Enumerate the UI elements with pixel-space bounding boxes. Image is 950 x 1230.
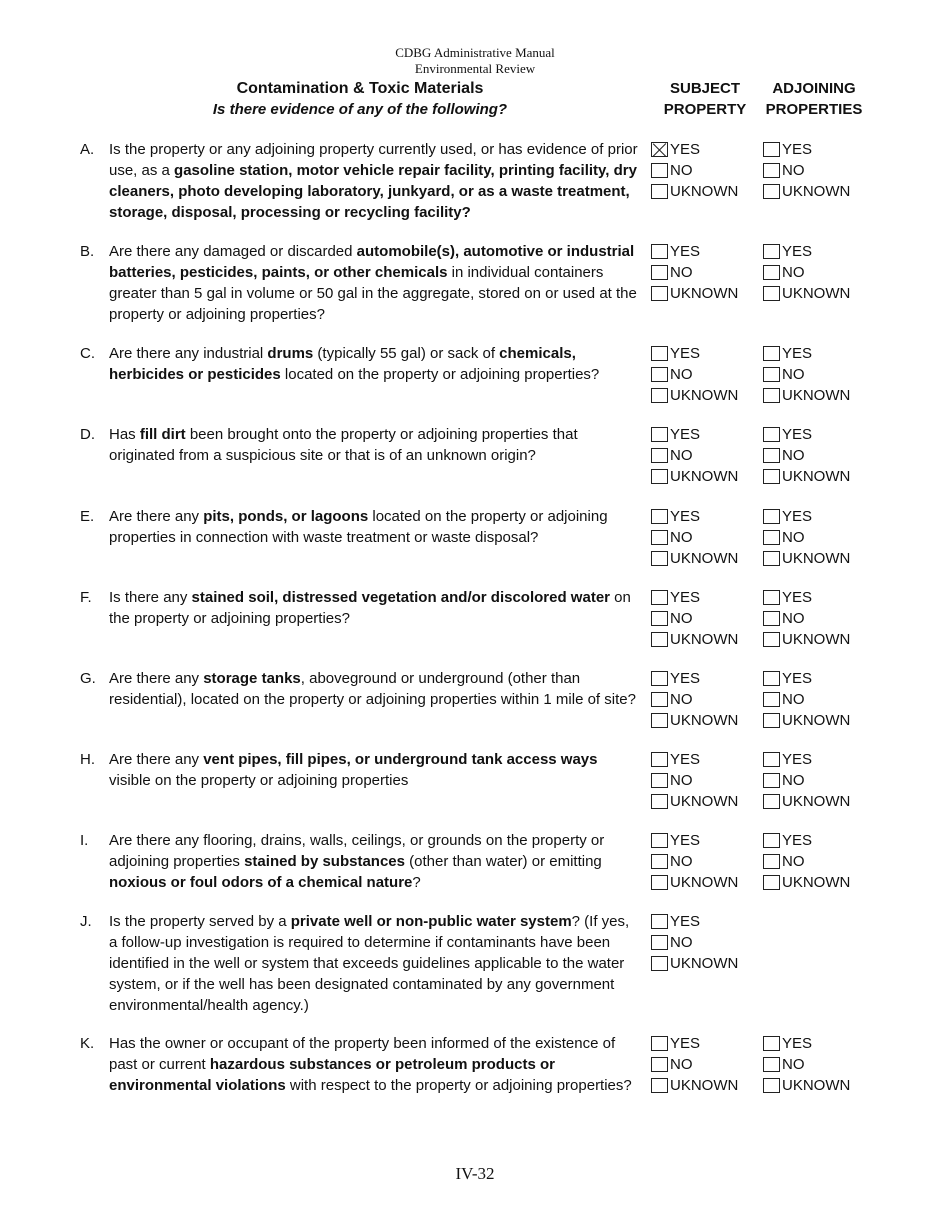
checkbox-label: UKNOWN — [782, 550, 851, 567]
question-text-bold: fill dirt — [139, 426, 186, 443]
checkbox-label: NO — [670, 610, 693, 627]
checkbox-label: YES — [782, 751, 813, 768]
adjoining-yes-checkbox[interactable] — [763, 244, 780, 259]
subject-option-unknown — [651, 385, 738, 406]
adjoining-option-yes — [763, 241, 850, 262]
checkbox-label: YES — [670, 913, 701, 930]
subject-option-yes — [651, 587, 738, 608]
adjoining-answer-group — [763, 830, 850, 893]
checkbox-label: NO — [670, 691, 693, 708]
adjoining-answer-group — [763, 139, 850, 202]
adjoining-option-unknown — [763, 385, 850, 406]
question-text — [109, 911, 639, 1016]
subject-unknown-checkbox[interactable] — [651, 632, 668, 647]
subject-yes-checkbox[interactable] — [651, 142, 668, 157]
question-text-segment: with respect to the property or adjoining properties? — [285, 1077, 632, 1094]
subject-option-yes — [651, 749, 738, 770]
question-text — [109, 1033, 639, 1096]
adjoining-header-line1: ADJOINING — [772, 80, 856, 97]
subject-option-yes — [651, 343, 738, 364]
adjoining-option-no — [763, 608, 850, 629]
adjoining-option-yes — [763, 506, 850, 527]
subject-option-no — [651, 932, 738, 953]
adjoining-no-checkbox[interactable] — [763, 692, 780, 707]
question-text-segment: ? — [412, 874, 421, 891]
subject-answer-group — [651, 139, 738, 202]
question-letter: A. — [80, 141, 95, 158]
subject-unknown-checkbox[interactable] — [651, 388, 668, 403]
subject-option-no — [651, 1054, 738, 1075]
adjoining-option-unknown — [763, 548, 850, 569]
checkbox-label: YES — [782, 1035, 813, 1052]
adjoining-option-no — [763, 1054, 850, 1075]
adjoining-answer-group — [763, 668, 850, 731]
adjoining-unknown-checkbox[interactable] — [763, 632, 780, 647]
subject-option-unknown — [651, 1075, 738, 1096]
adjoining-no-checkbox[interactable] — [763, 611, 780, 626]
adjoining-answer-group — [763, 424, 850, 487]
subject-answer-group — [651, 668, 738, 731]
subject-option-no — [651, 689, 738, 710]
subject-answer-group — [651, 343, 738, 406]
adjoining-option-yes — [763, 343, 850, 364]
subject-yes-checkbox[interactable] — [651, 346, 668, 361]
adjoining-option-yes — [763, 668, 850, 689]
question-text — [109, 749, 639, 791]
subject-option-no — [651, 262, 738, 283]
question-letter: F. — [80, 589, 92, 606]
subject-option-unknown — [651, 710, 738, 731]
adjoining-yes-checkbox[interactable] — [763, 590, 780, 605]
question-text-segment: on the property or adjoining properties? — [109, 589, 631, 627]
subject-answer-group — [651, 749, 738, 812]
checkbox-label: UKNOWN — [782, 387, 851, 404]
adjoining-answer-group — [763, 343, 850, 406]
checkbox-label: YES — [782, 141, 813, 158]
question-text — [109, 587, 639, 629]
question-text-segment: visible on the property or adjoining properties — [109, 772, 409, 789]
checkbox-label: UKNOWN — [782, 793, 851, 810]
question-text-segment: Is there any — [109, 589, 192, 606]
adjoining-option-unknown — [763, 710, 850, 731]
checkbox-label: YES — [670, 832, 701, 849]
checkbox-label: NO — [670, 1056, 693, 1073]
adjoining-yes-checkbox[interactable] — [763, 346, 780, 361]
subject-unknown-checkbox[interactable] — [651, 794, 668, 809]
subject-answer-group — [651, 1033, 738, 1096]
checkbox-label: NO — [782, 772, 805, 789]
question-letter: D. — [80, 426, 95, 443]
adjoining-answer-group — [763, 506, 850, 569]
checkbox-label: UKNOWN — [670, 631, 739, 648]
checkbox-label: NO — [670, 366, 693, 383]
page-number: IV-32 — [455, 1164, 495, 1183]
checkbox-label: NO — [670, 853, 693, 870]
checkbox-label: UKNOWN — [782, 631, 851, 648]
checkbox-label: UKNOWN — [670, 285, 739, 302]
subject-option-unknown — [651, 629, 738, 650]
adjoining-option-no — [763, 364, 850, 385]
subject-unknown-checkbox[interactable] — [651, 469, 668, 484]
form-title-block — [110, 78, 610, 120]
question-text-segment: (other than water) or emitting — [405, 853, 602, 870]
question-letter: C. — [80, 345, 95, 362]
question-text-segment: Is the property served by a — [109, 913, 291, 930]
subject-no-checkbox[interactable] — [651, 448, 668, 463]
adjoining-option-no — [763, 770, 850, 791]
checkbox-label: UKNOWN — [670, 387, 739, 404]
subject-answer-group — [651, 424, 738, 487]
subject-no-checkbox[interactable] — [651, 530, 668, 545]
subject-unknown-checkbox[interactable] — [651, 551, 668, 566]
subject-header-line2: PROPERTY — [663, 101, 747, 118]
question-text-segment: located on the property or adjoining properties in connection with waste treatment or waste disposal? — [109, 508, 608, 546]
subject-option-no — [651, 527, 738, 548]
adjoining-yes-checkbox[interactable] — [763, 427, 780, 442]
question-text-segment: (typically 55 gal) or sack of — [313, 345, 500, 362]
checkbox-label: UKNOWN — [782, 285, 851, 302]
subject-option-unknown — [651, 466, 738, 487]
checkbox-label: NO — [670, 447, 693, 464]
subject-no-checkbox[interactable] — [651, 935, 668, 950]
subject-yes-checkbox[interactable] — [651, 671, 668, 686]
question-text-segment: Has the owner or occupant of the property been informed of the existence of past or current — [109, 1035, 616, 1073]
checkbox-label: NO — [782, 264, 805, 281]
adjoining-option-no — [763, 527, 850, 548]
adjoining-unknown-checkbox[interactable] — [763, 551, 780, 566]
checkbox-label: YES — [782, 508, 813, 525]
adjoining-unknown-checkbox[interactable] — [763, 1078, 780, 1093]
subject-option-yes — [651, 668, 738, 689]
subject-yes-checkbox[interactable] — [651, 244, 668, 259]
adjoining-option-no — [763, 262, 850, 283]
question-text-bold: chemicals, herbicides or pesticides — [109, 345, 576, 383]
subject-option-yes — [651, 241, 738, 262]
question-text — [109, 668, 639, 710]
section-title: Environmental Review — [414, 61, 536, 76]
checkbox-label: NO — [782, 1056, 805, 1073]
question-text-bold: vent pipes, fill pipes, or underground tank access ways — [203, 751, 598, 768]
adjoining-header-line2: PROPERTIES — [765, 101, 863, 118]
adjoining-yes-checkbox[interactable] — [763, 671, 780, 686]
checkbox-label: NO — [670, 529, 693, 546]
subject-option-no — [651, 160, 738, 181]
adjoining-option-yes — [763, 830, 850, 851]
question-text-segment: Are there any industrial — [109, 345, 268, 362]
adjoining-option-no — [763, 160, 850, 181]
subject-yes-checkbox[interactable] — [651, 833, 668, 848]
subject-option-no — [651, 364, 738, 385]
adjoining-yes-checkbox[interactable] — [763, 833, 780, 848]
subject-unknown-checkbox[interactable] — [651, 1078, 668, 1093]
subject-no-checkbox[interactable] — [651, 163, 668, 178]
question-text-segment: in individual containers greater than 5 gal in volume or 50 gal in the aggregate, stored on or used at the property or adjoining properties? — [109, 264, 637, 323]
adjoining-option-yes — [763, 749, 850, 770]
question-text — [109, 830, 639, 893]
question-text-segment: , aboveground or underground (other than residential), located on the property or adjoining properties within 1 mile of site? — [109, 670, 636, 708]
subject-answer-group — [651, 506, 738, 569]
question-text-bold: stained by substances — [244, 853, 405, 870]
checkbox-label: UKNOWN — [670, 183, 739, 200]
subject-option-unknown — [651, 872, 738, 893]
adjoining-yes-checkbox[interactable] — [763, 1036, 780, 1051]
adjoining-option-unknown — [763, 1075, 850, 1096]
checkbox-label: YES — [782, 426, 813, 443]
adjoining-option-yes — [763, 587, 850, 608]
subject-option-unknown — [651, 181, 738, 202]
subject-option-yes — [651, 1033, 738, 1054]
subject-answer-group — [651, 911, 738, 974]
form-title: Contamination & Toxic Materials — [236, 80, 484, 97]
subject-no-checkbox[interactable] — [651, 265, 668, 280]
adjoining-option-yes — [763, 424, 850, 445]
question-text-segment: located on the property or adjoining properties? — [280, 366, 600, 383]
adjoining-unknown-checkbox[interactable] — [763, 875, 780, 890]
subject-no-checkbox[interactable] — [651, 367, 668, 382]
subject-option-no — [651, 851, 738, 872]
question-letter: H. — [80, 751, 95, 768]
checkbox-label: UKNOWN — [670, 1077, 739, 1094]
form-subtitle: Is there evidence of any of the following? — [212, 101, 508, 118]
checkbox-label: UKNOWN — [782, 712, 851, 729]
subject-property-header — [655, 78, 755, 120]
checkbox-label: UKNOWN — [670, 793, 739, 810]
adjoining-option-no — [763, 445, 850, 466]
checkbox-label: UKNOWN — [782, 1077, 851, 1094]
question-letter: K. — [80, 1035, 95, 1052]
question-text-bold: hazardous substances or petroleum products or environmental violations — [109, 1056, 555, 1094]
subject-option-unknown — [651, 283, 738, 304]
adjoining-option-unknown — [763, 466, 850, 487]
subject-no-checkbox[interactable] — [651, 692, 668, 707]
question-text-segment: Is the property or any adjoining property currently used, or has evidence of prior use, as a — [109, 141, 638, 179]
checkbox-label: NO — [782, 447, 805, 464]
checkbox-label: YES — [670, 508, 701, 525]
subject-option-yes — [651, 506, 738, 527]
adjoining-answer-group — [763, 587, 850, 650]
question-text — [109, 343, 639, 385]
checkbox-label: YES — [670, 589, 701, 606]
adjoining-no-checkbox[interactable] — [763, 773, 780, 788]
checkbox-label: YES — [782, 670, 813, 687]
subject-yes-checkbox[interactable] — [651, 914, 668, 929]
subject-option-yes — [651, 424, 738, 445]
subject-no-checkbox[interactable] — [651, 773, 668, 788]
question-text-bold: private well or non-public water system — [290, 913, 572, 930]
manual-title: CDBG Administrative Manual — [395, 45, 555, 60]
subject-option-no — [651, 608, 738, 629]
checkbox-label: UKNOWN — [670, 712, 739, 729]
subject-answer-group — [651, 587, 738, 650]
subject-answer-group — [651, 830, 738, 893]
adjoining-unknown-checkbox[interactable] — [763, 469, 780, 484]
question-text-bold: storage tanks — [203, 670, 301, 687]
question-text-segment: Are there any damaged or discarded — [109, 243, 357, 260]
question-text-segment: Are there any — [109, 670, 204, 687]
checkbox-label: UKNOWN — [782, 183, 851, 200]
adjoining-no-checkbox[interactable] — [763, 163, 780, 178]
adjoining-unknown-checkbox[interactable] — [763, 286, 780, 301]
question-letter: I. — [80, 832, 89, 849]
adjoining-no-checkbox[interactable] — [763, 448, 780, 463]
checkbox-label: NO — [782, 162, 805, 179]
adjoining-no-checkbox[interactable] — [763, 854, 780, 869]
adjoining-option-no — [763, 851, 850, 872]
checkbox-label: YES — [670, 751, 701, 768]
adjoining-yes-checkbox[interactable] — [763, 142, 780, 157]
question-text-segment: Has — [109, 426, 140, 443]
subject-yes-checkbox[interactable] — [651, 1036, 668, 1051]
checkbox-label: YES — [670, 243, 701, 260]
checkbox-label: YES — [782, 589, 813, 606]
checkbox-label: UKNOWN — [670, 874, 739, 891]
question-text-segment: been brought onto the property or adjoining properties that originated from a suspicious site or that is of an unknown origin? — [109, 426, 578, 464]
adjoining-unknown-checkbox[interactable] — [763, 388, 780, 403]
question-text-segment: Are there any flooring, drains, walls, ceilings, or grounds on the property or adjoining properties — [109, 832, 605, 870]
question-text — [109, 139, 639, 223]
question-text-bold: drums — [267, 345, 314, 362]
checkbox-label: NO — [782, 853, 805, 870]
adjoining-unknown-checkbox[interactable] — [763, 184, 780, 199]
question-letter: E. — [80, 508, 95, 525]
checkbox-label: NO — [670, 162, 693, 179]
subject-option-no — [651, 770, 738, 791]
adjoining-answer-group — [763, 1033, 850, 1096]
question-letter: G. — [80, 670, 96, 687]
subject-no-checkbox[interactable] — [651, 611, 668, 626]
subject-unknown-checkbox[interactable] — [651, 956, 668, 971]
question-letter: J. — [80, 913, 92, 930]
subject-option-yes — [651, 139, 738, 160]
adjoining-no-checkbox[interactable] — [763, 1057, 780, 1072]
checkbox-label: YES — [670, 670, 701, 687]
subject-unknown-checkbox[interactable] — [651, 184, 668, 199]
question-text — [109, 506, 639, 548]
subject-yes-checkbox[interactable] — [651, 590, 668, 605]
subject-answer-group — [651, 241, 738, 304]
adjoining-option-unknown — [763, 181, 850, 202]
checkbox-label: NO — [782, 529, 805, 546]
subject-option-unknown — [651, 548, 738, 569]
checkbox-label: NO — [670, 934, 693, 951]
checkbox-label: YES — [670, 141, 701, 158]
adjoining-option-no — [763, 689, 850, 710]
subject-option-unknown — [651, 953, 738, 974]
adjoining-unknown-checkbox[interactable] — [763, 713, 780, 728]
adjoining-option-unknown — [763, 283, 850, 304]
adjoining-properties-header — [759, 78, 869, 120]
checkbox-label: NO — [670, 264, 693, 281]
checkbox-label: YES — [782, 243, 813, 260]
subject-yes-checkbox[interactable] — [651, 752, 668, 767]
checkbox-label: UKNOWN — [670, 468, 739, 485]
adjoining-yes-checkbox[interactable] — [763, 752, 780, 767]
subject-unknown-checkbox[interactable] — [651, 875, 668, 890]
adjoining-unknown-checkbox[interactable] — [763, 794, 780, 809]
checkbox-label: NO — [782, 691, 805, 708]
question-text-bold: stained soil, distressed vegetation and/or discolored water — [191, 589, 610, 606]
subject-yes-checkbox[interactable] — [651, 509, 668, 524]
question-text-segment: Are there any — [109, 508, 204, 525]
adjoining-answer-group — [763, 241, 850, 304]
checkbox-label: UKNOWN — [670, 955, 739, 972]
adjoining-answer-group — [763, 749, 850, 812]
subject-unknown-checkbox[interactable] — [651, 286, 668, 301]
adjoining-no-checkbox[interactable] — [763, 367, 780, 382]
question-text-segment: ? (If yes, a follow-up investigation is required to determine if contaminants have been identified in the well or system that exceeds guidelines applicable to the water system, or if the well has been designated contaminated by any government environmental/health agency.) — [109, 913, 630, 1014]
question-text — [109, 424, 639, 466]
checkbox-label: YES — [670, 1035, 701, 1052]
checkbox-label: YES — [782, 832, 813, 849]
checkbox-label: YES — [670, 345, 701, 362]
adjoining-yes-checkbox[interactable] — [763, 509, 780, 524]
checkbox-label: YES — [782, 345, 813, 362]
checkbox-label: NO — [670, 772, 693, 789]
adjoining-no-checkbox[interactable] — [763, 265, 780, 280]
checkbox-label: UKNOWN — [670, 550, 739, 567]
question-text-bold: noxious or foul odors of a chemical nature — [109, 874, 413, 891]
adjoining-option-unknown — [763, 629, 850, 650]
subject-yes-checkbox[interactable] — [651, 427, 668, 442]
question-text-bold: gasoline station, motor vehicle repair facility, printing facility, dry cleaners, photo developing laboratory, junkyard, or as a waste treatment, storage, disposal, processing or recycling facility? — [109, 162, 637, 221]
subject-option-yes — [651, 830, 738, 851]
subject-unknown-checkbox[interactable] — [651, 713, 668, 728]
checkbox-label: NO — [782, 366, 805, 383]
subject-option-yes — [651, 911, 738, 932]
subject-header-line1: SUBJECT — [669, 80, 740, 97]
adjoining-option-unknown — [763, 791, 850, 812]
subject-no-checkbox[interactable] — [651, 854, 668, 869]
checkbox-label: UKNOWN — [782, 874, 851, 891]
checkbox-label: UKNOWN — [782, 468, 851, 485]
subject-no-checkbox[interactable] — [651, 1057, 668, 1072]
question-text-segment: Are there any — [109, 751, 204, 768]
question-text-bold: automobile(s), automotive or industrial batteries, pesticides, paints, or other chemicals — [109, 243, 635, 281]
subject-option-unknown — [651, 791, 738, 812]
question-text — [109, 241, 639, 325]
question-text-bold: pits, ponds, or lagoons — [203, 508, 369, 525]
adjoining-option-yes — [763, 139, 850, 160]
adjoining-option-yes — [763, 1033, 850, 1054]
question-letter: B. — [80, 243, 95, 260]
adjoining-no-checkbox[interactable] — [763, 530, 780, 545]
adjoining-option-unknown — [763, 872, 850, 893]
subject-option-no — [651, 445, 738, 466]
checkbox-label: YES — [670, 426, 701, 443]
checkbox-label: NO — [782, 610, 805, 627]
